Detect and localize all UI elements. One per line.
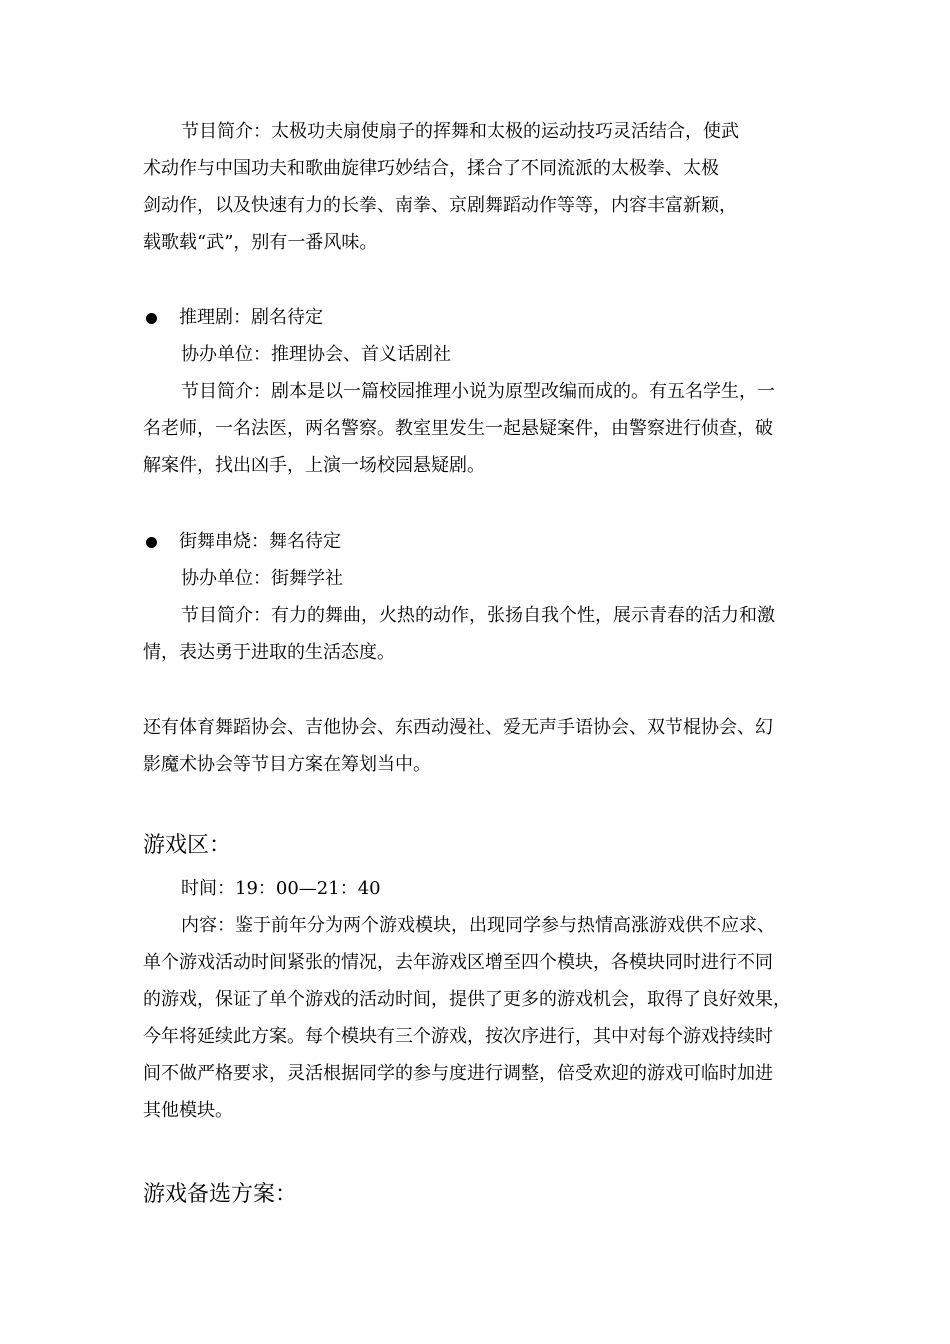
game-zone-content-line-6: 其他模块。 xyxy=(143,1100,233,1121)
bullet-icon xyxy=(146,537,157,548)
game-zone-content-line-4: 今年将延续此方案。每个模块有三个游戏，按次序进行，其中对每个游戏持续时 xyxy=(143,1026,773,1047)
taiji-intro-line-2: 术动作与中国功夫和歌曲旋律巧妙结合，揉合了不同流派的太极拳、太极 xyxy=(143,158,719,179)
game-zone-content-line-1: 内容：鉴于前年分为两个游戏模块，出现同学参与热情高涨游戏供不应求、 xyxy=(181,915,775,936)
taiji-intro-line-4: 载歌载“武”，别有一番风味。 xyxy=(143,232,378,253)
mystery-co-org: 协办单位：推理协会、首义话剧社 xyxy=(181,344,451,365)
game-zone-heading: 游戏区： xyxy=(143,833,232,858)
taiji-intro-line-3: 剑动作，以及快速有力的长拳、南拳、京剧舞蹈动作等等，内容丰富新颖， xyxy=(143,195,737,216)
game-zone-time: 时间：19：00—21：40 xyxy=(181,878,381,899)
mystery-intro-line-3: 解案件，找出凶手，上演一场校园悬疑剧。 xyxy=(143,455,485,476)
streetdance-intro-line-1: 节目简介：有力的舞曲，火热的动作，张扬自我个性，展示青春的活力和激 xyxy=(181,605,775,626)
bullet-icon xyxy=(146,313,157,324)
game-zone-content-line-2: 单个游戏活动时间紧张的情况，去年游戏区增至四个模块，各模块同时进行不同 xyxy=(143,952,773,973)
streetdance-co-org: 协办单位：街舞学社 xyxy=(181,568,343,589)
streetdance-title: 街舞串烧：舞名待定 xyxy=(179,531,341,552)
taiji-intro-line-1: 节目简介：太极功夫扇使扇子的挥舞和太极的运动技巧灵活结合，使武 xyxy=(181,121,739,142)
streetdance-intro-line-2: 情，表达勇于进取的生活态度。 xyxy=(143,642,395,663)
mystery-intro-line-1: 节目简介：剧本是以一篇校园推理小说为原型改编而成的。有五名学生，一 xyxy=(181,381,775,402)
game-options-heading: 游戏备选方案： xyxy=(143,1182,298,1207)
others-line-2: 影魔术协会等节目方案在筹划当中。 xyxy=(143,754,431,775)
game-zone-content-line-5: 间不做严格要求，灵活根据同学的参与度进行调整，倍受欢迎的游戏可临时加进 xyxy=(143,1063,773,1084)
mystery-title: 推理剧：剧名待定 xyxy=(179,307,323,328)
others-line-1: 还有体育舞蹈协会、吉他协会、东西动漫社、爱无声手语协会、双节棍协会、幻 xyxy=(143,717,773,738)
mystery-intro-line-2: 名老师，一名法医，两名警察。教室里发生一起悬疑案件，由警察进行侦查，破 xyxy=(143,418,773,439)
game-zone-content-line-3: 的游戏，保证了单个游戏的活动时间，提供了更多的游戏机会，取得了良好效果， xyxy=(143,989,791,1010)
